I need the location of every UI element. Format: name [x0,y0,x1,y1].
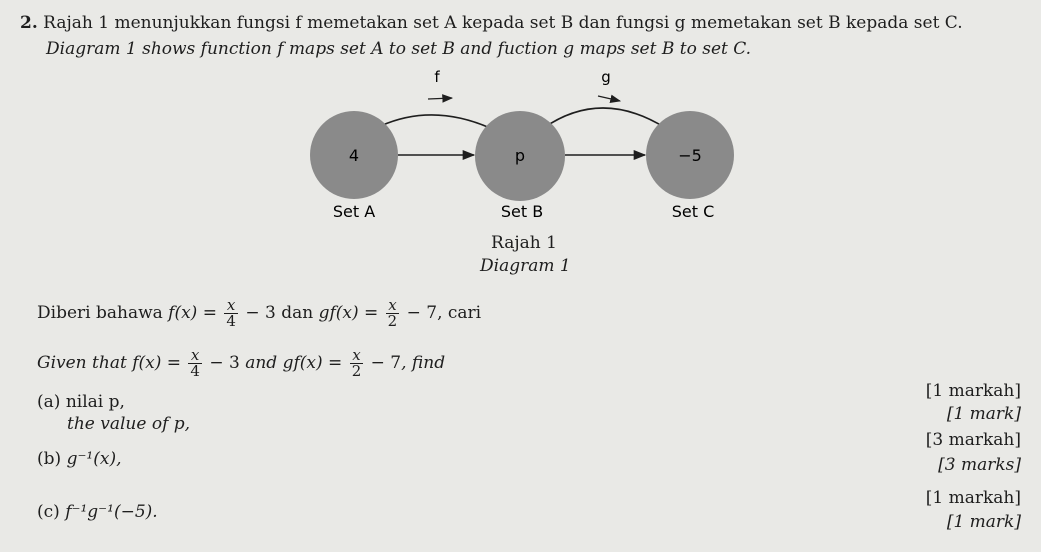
f-fraction: $\frac{x}{4}$ [226,296,236,330]
diagram-caption-malay: Rajah 1 [491,233,557,253]
given-malay [37,298,481,329]
part-b-label: (b) [37,449,62,469]
part-c [37,502,158,522]
arrow-g-label: g [601,68,611,86]
f-definition-lhs-en: f(x) = [132,353,181,373]
node-c-value: −5 [678,146,702,165]
part-a-label: (a) [37,392,61,412]
f-definition-rest-en: − 3 [209,353,240,373]
given-english-suffix: , find [401,353,446,373]
gf-fraction: $\frac{x}{2}$ [387,296,398,330]
part-c-text: f⁻¹g⁻¹(−5). [65,502,158,522]
f-definition-lhs: f(x) = [168,303,217,323]
gf-definition-rest-en: − 7 [370,353,402,373]
part-a-malay-text: nilai p, [65,392,125,412]
f-definition-rest: − 3 [245,303,276,323]
given-malay-and: dan [281,303,314,323]
gf-definition-rest: − 7 [406,303,438,323]
set-b-label: Set B [500,202,544,221]
intro-malay-text: Rajah 1 menunjukkan fungsi f memetakan set A kepada set B dan fungsi g memetakan set B kepada set C. [43,13,963,33]
arrow-g-head [598,96,620,101]
question-intro-malay [20,13,963,33]
node-a-value: 4 [348,146,360,165]
arrow-f-label: f [434,68,440,86]
diagram-caption-english: Diagram 1 [480,256,571,276]
node-b-value: p [514,146,526,165]
f-fraction-en: $\frac{x}{4}$ [190,346,200,380]
part-a-marks-malay: [1 markah] [925,381,1021,401]
given-english [37,348,445,379]
given-malay-prefix: Diberi bahawa [37,303,163,323]
set-a-label: Set A [332,202,376,221]
set-c-label: Set C [671,202,715,221]
gf-definition-lhs: gf(x) = [318,303,379,323]
intro-english-text: Diagram 1 shows function f maps set A to set B and fuction g maps set B to set C. [46,39,752,59]
part-c-marks-malay: [1 markah] [925,488,1021,508]
given-english-prefix: Given that [37,353,127,373]
part-a-english-text: the value of p, [67,414,191,434]
arrow-f-head [428,98,452,99]
part-a-marks-english: [1 mark] [946,404,1021,424]
gf-definition-lhs-en: gf(x) = [282,353,343,373]
part-a [37,392,125,412]
part-b-text: g⁻¹(x), [66,449,122,469]
part-b [37,449,122,469]
part-c-marks-english: [1 mark] [946,512,1021,532]
part-b-marks-english: [3 marks] [938,455,1021,475]
part-b-marks-malay: [3 markah] [925,430,1021,450]
given-english-and: and [245,353,278,373]
question-number: 2. [20,13,38,33]
given-malay-suffix: , cari [437,303,482,323]
gf-fraction-en: $\frac{x}{2}$ [351,346,362,380]
part-c-label: (c) [37,502,60,522]
